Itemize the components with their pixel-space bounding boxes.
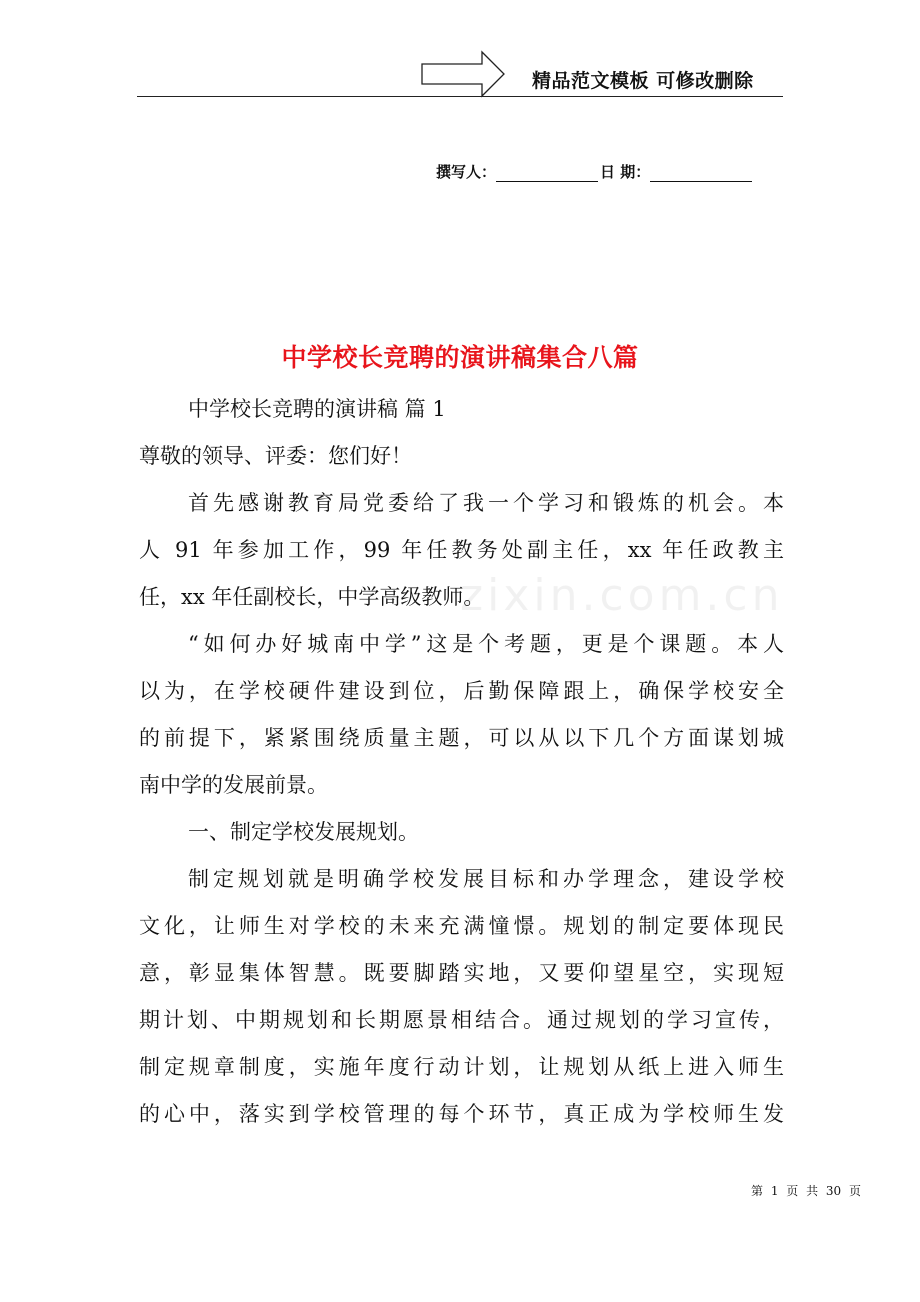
paragraph-line: 期计划、中期规划和长期愿景相结合。通过规划的学习宣传，: [139, 1008, 784, 1032]
section-heading: 中学校长竞聘的演讲稿 篇 1: [188, 397, 446, 421]
author-blank-field[interactable]: [496, 163, 598, 182]
paragraph-line: “如何办好城南中学”这是个考题，更是个课题。本人: [188, 632, 784, 656]
paragraph-line: 制定规划就是明确学校发展目标和办学理念，建设学校: [188, 867, 784, 891]
paragraph-line: 制定规章制度，实施年度行动计划，让规划从纸上进入师生: [139, 1055, 784, 1079]
date-label: 日 期：: [600, 163, 651, 181]
paragraph-line: 文化，让师生对学校的未来充满憧憬。规划的制定要体现民: [139, 914, 784, 938]
paragraph-line: 南中学的发展前景。: [139, 773, 328, 797]
author-label: 撰写人：: [436, 163, 497, 181]
paragraph-line: 的前提下，紧紧围绕质量主题，可以从以下几个方面谋划城: [139, 726, 784, 750]
paragraph-line: 的心中，落实到学校管理的每个环节，真正成为学校师生发: [139, 1102, 784, 1126]
right-arrow-outline-icon: [420, 50, 506, 98]
document-body: [139, 386, 784, 1138]
header-divider: [137, 96, 783, 97]
paragraph-line: 意，彰显集体智慧。既要脚踏实地，又要仰望星空，实现短: [139, 961, 784, 985]
watermark-text: zixin.com.cn: [460, 570, 784, 621]
header-title: 精品范文模板 可修改删除: [532, 70, 754, 92]
paragraph-line: 以为，在学校硬件建设到位，后勤保障跟上，确保学校安全: [139, 679, 784, 703]
author-date-line: [436, 161, 752, 182]
section-subheading: 一、制定学校发展规划。: [188, 820, 419, 844]
document-title: 中学校长竞聘的演讲稿集合八篇: [281, 343, 639, 372]
paragraph-line: 人 91 年参加工作，99 年任教务处副主任，xx 年任政教主: [139, 538, 784, 562]
page-number: 第 1 页 共 30 页: [751, 1184, 861, 1198]
date-blank-field[interactable]: [650, 163, 752, 182]
salutation: 尊敬的领导、评委：您们好！: [139, 444, 412, 468]
paragraph-line: 首先感谢教育局党委给了我一个学习和锻炼的机会。本: [188, 491, 784, 515]
paragraph-line: 任，xx 年任副校长，中学高级教师。: [139, 585, 485, 609]
